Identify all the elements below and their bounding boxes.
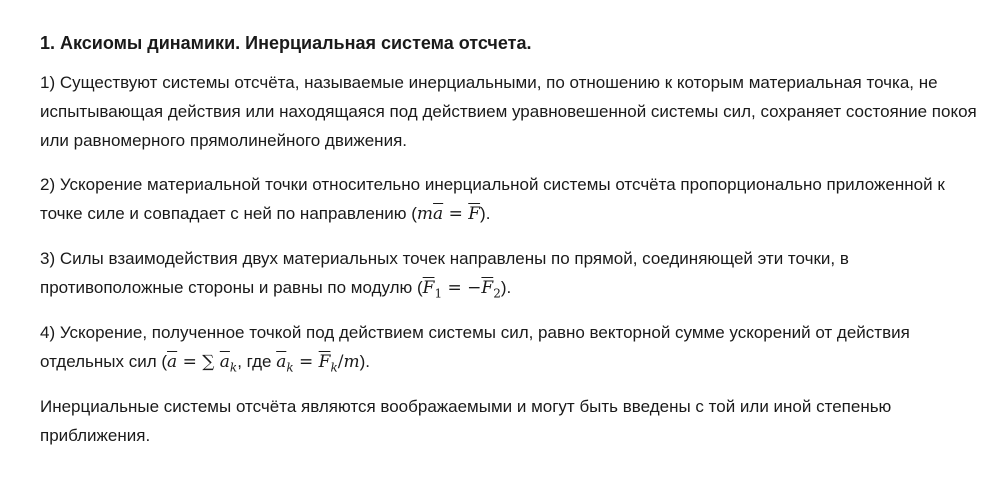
axiom-3-formula bbox=[422, 278, 501, 301]
axiom-4-formula-ak bbox=[276, 352, 360, 375]
formula-sub-k: k bbox=[286, 360, 294, 375]
formula-equals-minus: = − bbox=[447, 278, 482, 298]
axiom-3-end: ). bbox=[500, 278, 512, 297]
closing-text: Инерциальные системы отсчёта являются воображаемыми и могут быть введены с той или иной степенью приближения. bbox=[40, 397, 892, 445]
axiom-4 bbox=[40, 318, 985, 377]
formula-vector-F1: $\overline{F}$ bbox=[422, 278, 435, 298]
formula-vector-a: $\overline{a}$ bbox=[167, 352, 178, 372]
formula-vector-a: $\overline{a}$ bbox=[433, 204, 444, 224]
formula-sub-k: k bbox=[330, 360, 338, 375]
section-title: 1. Аксиомы динамики. Инерциальная система отсчета. bbox=[40, 33, 532, 53]
formula-sub-k: k bbox=[229, 360, 238, 375]
formula-sub-2: 2 bbox=[493, 286, 501, 301]
formula-equals-sum: = ∑ bbox=[182, 352, 215, 372]
axiom-2-end: ). bbox=[480, 204, 491, 223]
axiom-4-end: ). bbox=[359, 352, 370, 371]
formula-vector-F: $\overline{F}$ bbox=[468, 204, 481, 224]
axiom-2 bbox=[40, 170, 985, 229]
document-body bbox=[40, 30, 985, 465]
axiom-2-formula bbox=[417, 204, 480, 224]
formula-vector-Fk: $\overline{F}$ bbox=[318, 352, 331, 372]
formula-m: m bbox=[343, 352, 360, 372]
formula-vector-F2: $\overline{F}$ bbox=[481, 278, 494, 298]
axiom-4-text: 4) Ускорение, полученное точкой под действием системы сил, равно векторной сумме ускорений от действия отдельных сил ( bbox=[40, 323, 910, 371]
formula-divide: / bbox=[337, 352, 344, 372]
formula-equals: = bbox=[299, 352, 314, 372]
formula-m: m bbox=[416, 204, 434, 224]
formula-vector-ak: $\overline{a}$ bbox=[219, 352, 230, 372]
axiom-4-formula-sum bbox=[167, 352, 238, 375]
axiom-3 bbox=[40, 244, 985, 303]
axiom-4-mid: , где bbox=[237, 352, 277, 371]
axiom-3-text: 3) Силы взаимодействия двух материальных точек направлены по прямой, соединяющей эти точки, в противоположные стороны и равны по модулю ( bbox=[40, 249, 849, 297]
axiom-2-text: 2) Ускорение материальной точки относительно инерциальной системы отсчёта пропорционально приложенной к точке силе и совпадает с ней по направлению ( bbox=[40, 175, 945, 223]
closing-paragraph bbox=[40, 392, 985, 450]
formula-equals: = bbox=[448, 204, 463, 224]
formula-vector-ak: $\overline{a}$ bbox=[276, 352, 287, 372]
formula-sub-1: 1 bbox=[434, 286, 443, 301]
axiom-1 bbox=[40, 68, 985, 155]
axiom-1-text: 1) Существуют системы отсчёта, называемые инерциальными, по отношению к которым материальная точка, не испытывающая действия или находящаяся под действием уравновешенной системы сил, сохраняет состояние покоя или равномерного прямолинейного движения. bbox=[40, 73, 977, 150]
